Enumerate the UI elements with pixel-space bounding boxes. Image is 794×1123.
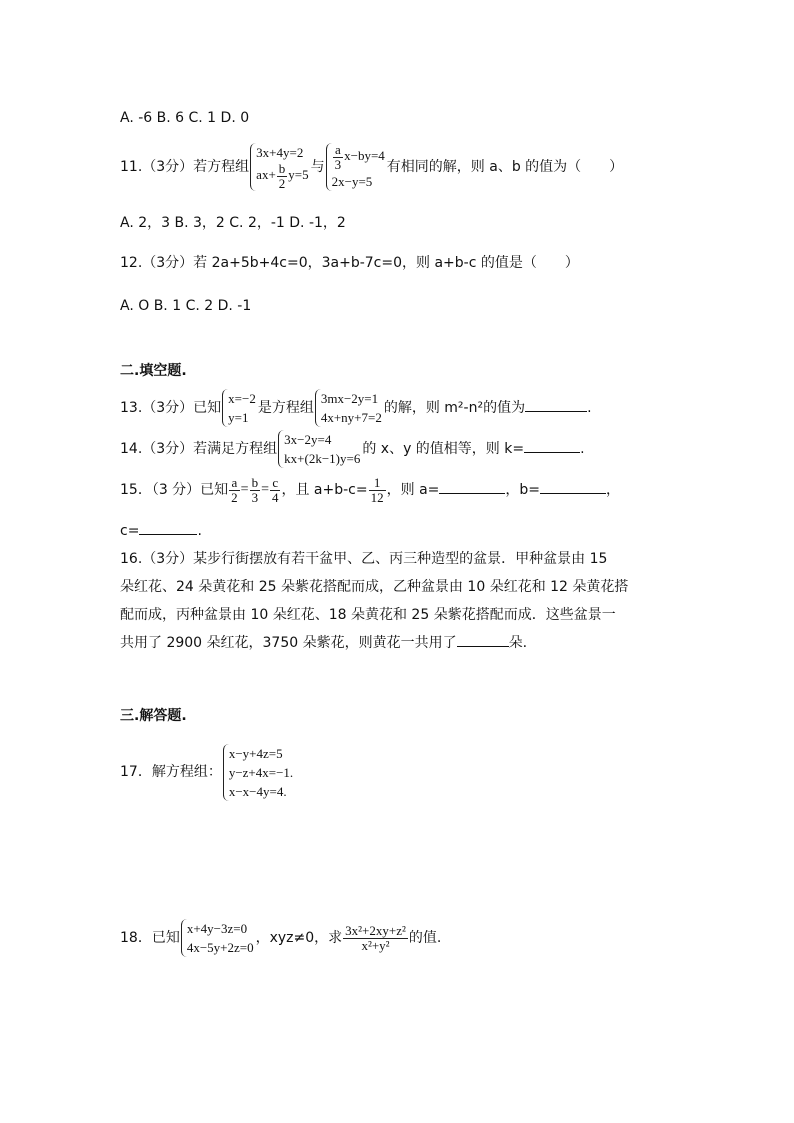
question-16: 16.（3分）某步行街摆放有若干盆甲、乙、丙三种造型的盆景．甲种盆景由 15 朵红花、24 朵黄花和 25 朵紫花搭配而成，乙种盆景由 10 朵红花和 12 朵黄花搭 配而成，丙种盆景由 10 朵红花、18 朵黄花和 25 朵紫花搭配而成．这些盆景一 共用了 2900 朵红花，3750 朵紫花，则黄花一共用了 朵. (120, 551, 629, 651)
question-13: 13.（3分）已知x=−2 y=1是方程组3mx−2y=1 4x+ny+7=2的解，则 m²-n²的值为 . (120, 391, 592, 425)
section-solve: 三.解答题. (120, 708, 187, 724)
q10-options: A. -6 B. 6 C. 1 D. 0 (120, 110, 250, 126)
q14-system: 3x−2y=4 kx+(2k−1)y=6 (278, 430, 360, 468)
q11-system-2: $\frac{a}{3}$ x−by=4 2x−y=5 (326, 143, 385, 191)
question-12: 12.（3分）若 2a+5b+4c=0，3a+b-7c=0，则 a+b-c 的值是（ ） (120, 255, 579, 271)
question-11: 11.（3分）若方程组3x+4y=2 ax+ $\frac{b}{2}$ y=5 与 $\frac{a}{3}$ x−by=4 2x−y=5有相同的解，则 a、b 的值为（ ） (120, 142, 624, 191)
q17-system: x−y+4z=5 y−z+4x=−1. x−x−4y=4. (223, 744, 293, 801)
q15-fraction-1-12: $\frac{1}{12}$ (370, 474, 384, 505)
question-18: 18．已知x+4y−3z=0 4x−5y+2z=0，xyz≠0，求 $\frac{\text{3x²+2xy+z²}}{\text{x²+y²}}$ 的值. (120, 921, 442, 955)
q15-fraction-b3: $\frac{b}{3}$ (251, 474, 259, 505)
q18-system: x+4y−3z=0 4x−5y+2z=0 (181, 919, 254, 957)
q18-fraction: $\frac{\text{3x²+2xy+z²}}{\text{x²+y²}}$ (345, 922, 406, 953)
question-17: 17．解方程组：x−y+4z=5 y−z+4x=−1. x−x−4y=4. (120, 745, 294, 799)
q13-system-2: 3mx−2y=1 4x+ny+7=2 (315, 389, 382, 427)
question-14: 14.（3分）若满足方程组3x−2y=4 kx+(2k−1)y=6的 x、y 的值相等，则 k= . (120, 432, 585, 466)
q14-answer-blank[interactable] (524, 438, 580, 453)
q13-system-1: x=−2 y=1 (222, 389, 256, 427)
q12-options: A. O B. 1 C. 2 D. -1 (120, 298, 252, 314)
q16-answer-blank[interactable] (457, 632, 509, 647)
q15-fraction-c4: $\frac{c}{4}$ (271, 474, 279, 505)
q13-answer-blank[interactable] (525, 397, 587, 412)
q11-fraction-b2: $\frac{b}{2}$ (278, 161, 286, 191)
q15-c-blank[interactable] (139, 520, 197, 535)
q11-system-1: 3x+4y=2 ax+ $\frac{b}{2}$ y=5 (250, 143, 308, 191)
q15-fraction-a2: $\frac{a}{2}$ (231, 474, 238, 505)
q15-a-blank[interactable] (439, 479, 505, 494)
q11-options: A. 2，3 B. 3，2 C. 2，-1 D. -1，2 (120, 215, 346, 231)
section-fill-in: 二.填空题. (120, 363, 187, 379)
q11-fraction-a3: $\frac{a}{3}$ (334, 142, 342, 172)
q11-suffix: 有相同的解，则 a、b 的值为（ ） (386, 159, 624, 175)
q15-b-blank[interactable] (540, 479, 606, 494)
q11-s1-row1: 3x+4y=2 (256, 145, 304, 160)
question-15: 15．（3 分）已知 $\frac{a}{2}$ = $\frac{b}{3}$ = $\frac{c}{4}$ ，且 a+b-c= $\frac{1}{12}$ ，则 a= ，b= ， (120, 474, 621, 505)
q15-c-line: c= . (120, 520, 202, 541)
q11-prefix: 11.（3分）若方程组 (120, 159, 250, 175)
